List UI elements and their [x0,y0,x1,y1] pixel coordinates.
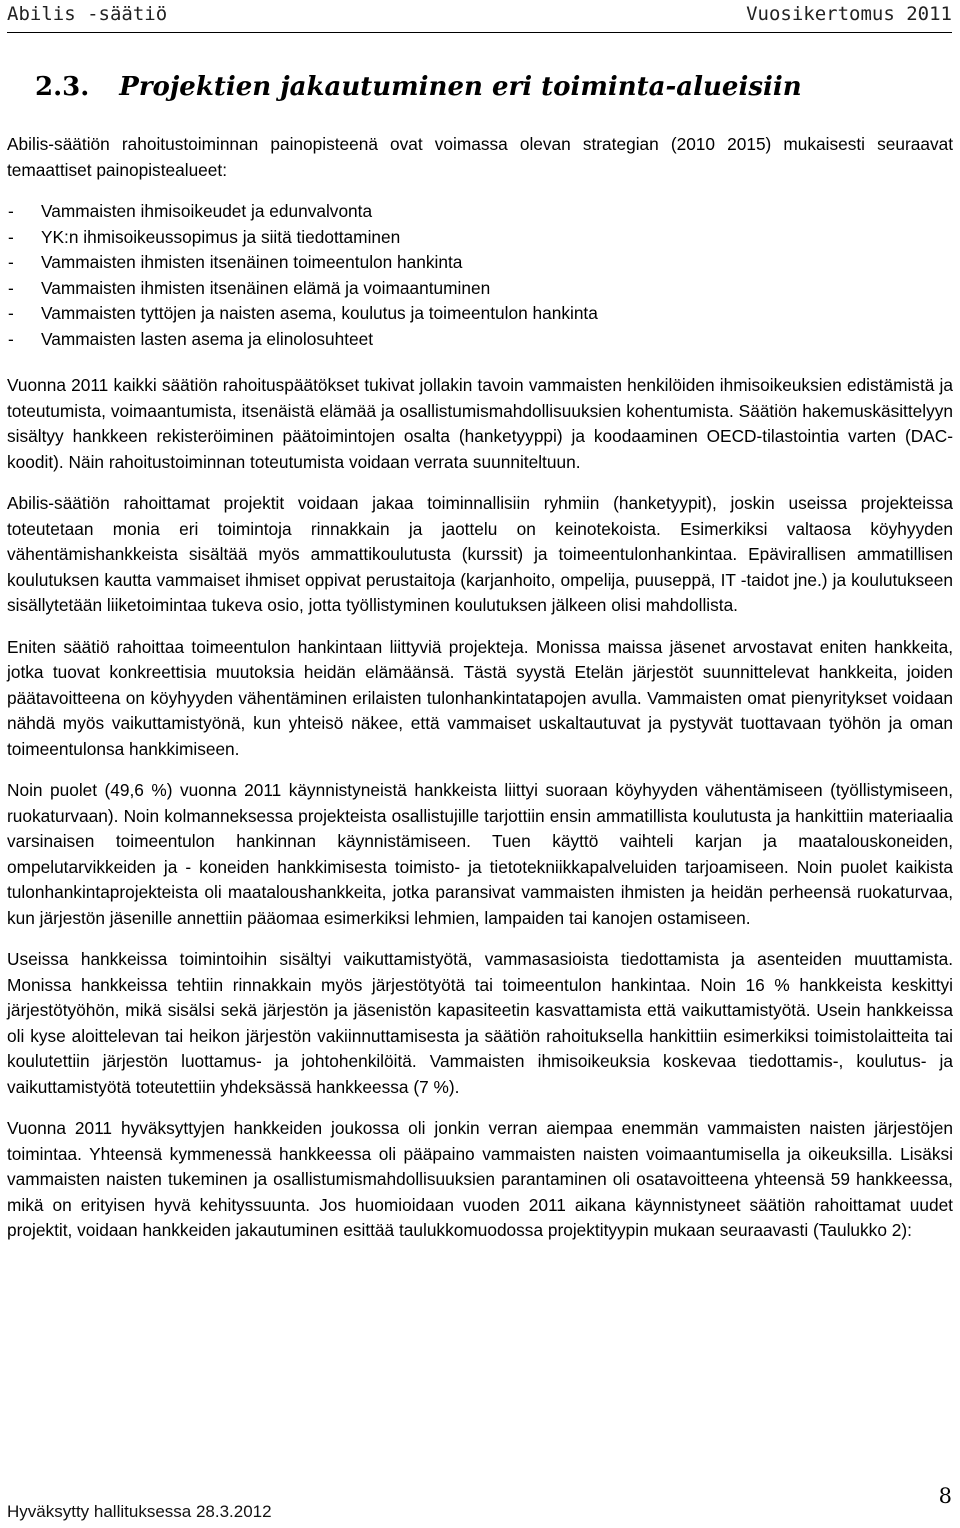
focus-area-item: - YK:n ihmisoikeussopimus ja siitä tiedottaminen [7,225,953,251]
page-header [7,0,952,33]
header-organization: Abilis -säätiö [7,3,168,25]
body-paragraph: Eniten säätiö rahoittaa toimeentulon hankintaan liittyviä projekteja. Monissa maissa jäsenet arvostavat eniten hankkeita, jotka tuovat konkreettisia muutoksia heidän elämäänsä. Tästä syystä Etelän järjestöt suunnittelevat hankkeita, joiden päätavoitteena on köyhyyden vähentäminen erilaisten tulonhankintatapojen avulla. Vammaisten omat pienyritykset voidaan nähdä myös vaikuttamistyönä, kun yhteisö näkee, että vammaiset uskaltautuvat ja pystyvät tuottavaan työhön ja oman toimeentulonsa hankkimiseen. [7,636,953,759]
focus-area-text: Vammaisten tyttöjen ja naisten asema, koulutus ja toimeentulon hankinta [41,303,598,323]
section-heading [35,64,802,110]
body-paragraph: Useissa hankkeissa toimintoihin sisältyi vaikuttamistyötä, vammasasioista tiedottamista ja asenteiden muuttamista. Monissa hankkeissa tehtiin rinnakkain myös järjestötyötä tai toimeentulon hankintaa. Noin 16 % hankkeista keskittyi järjestötyöhön, mikä sisälsi sekä järjestön ja jäsenistön kapasiteetin kasvattamista että vaikuttamistyötä. Usein hankkeissa oli kyse aloittelevan tai heikon järjestön vakiinnuttamisesta ja säätiön rahoituksella hankittiin esimerkiksi toimistolaitteita tai koulutettiin järjestön luottamus- ja johtohenkilöitä. Vammaisten ihmisoikeuksia koskevaa tiedottamis-, koulutus- ja vaikuttamistyötä toteutettiin yhdeksässä hankkeessa (7 %). [7,949,953,1097]
focus-area-item: - Vammaisten ihmisoikeudet ja edunvalvonta [7,199,953,225]
focus-area-text: Vammaisten lasten asema ja elinolosuhteet [41,328,374,349]
focus-area-item: - Vammaisten lasten asema ja elinolosuhteet [7,327,953,353]
focus-area-item: - Vammaisten ihmisten itsenäinen toimeentulon hankinta [7,250,953,276]
section-number: 2.3. [35,72,90,102]
body-paragraph: Abilis-säätiön rahoittamat projektit voidaan jakaa toiminnallisiin ryhmiin (hanketyypit), joskin useissa projekteissa toteutetaan monia eri toimintoja rinnakkain ja jaottelu on keinotekoista. Esimerkiksi valtaosa köyhyyden vähentämishankkeista sisältää myös ammattikoulutusta (kurssit) ja toimeentulonhankintaa. Epävirallisen ammatillisen koulutuksen kautta vammaiset ihmiset oppivat perustaitoja (karjanhoito, ompelija, puuseppä, IT -taidot jne.) ja koulutukseen sisällytetään liiketoimintaa tukeva osio, jotta työllistyminen koulutuksen jälkeen olisi mahdollista. [7,493,953,615]
page-footer [7,1484,952,1523]
focus-area-text: YK:n ihmisoikeussopimus ja siitä tiedottaminen [41,226,401,247]
page-number: 8 [938,1484,952,1508]
section-title: Projektien jakautuminen eri toiminta-alueisiin [119,72,802,102]
focus-area-list [7,199,953,352]
body-paragraph: Noin puolet (49,6 %) vuonna 2011 käynnistyneistä hankkeista liittyi suoraan köyhyyden vähentämiseen (työllistymiseen, ruokaturvaan). Noin kolmanneksessa projekteista osallistujille tarjottiin ensin ammatillista koulutusta ja hankittiin materiaalia varsinaisen toimeentulon hankinnan käynnistämiseen. Tuen käyttö vaihteli karjan ja maatalouskoneiden, ompelutarvikkeiden ja - koneiden hankkimisesta toimisto- ja tietotekniikkapalveluiden tarjoamiseen. Noin puolet kaikista tulonhankintaprojekteista oli maataloushankkeita, jotka paransivat vammaisten ihmisten ja heidän perheensä ruokaturvaa, kun järjestön jäsenille annettiin pääomaa esimerkiksi lehmien, lampaiden tai kanojen ostamiseen. [7,780,953,928]
focus-area-text: Vammaisten ihmisten itsenäinen toimeentulon hankinta [41,252,463,272]
focus-area-text: Vammaisten ihmisoikeudet ja edunvalvonta [41,201,373,221]
document-body [7,132,953,1260]
focus-area-item: - Vammaisten ihmisten itsenäinen elämä ja voimaantuminen [7,276,953,302]
focus-area-item: - Vammaisten tyttöjen ja naisten asema, koulutus ja toimeentulon hankinta [7,301,953,327]
body-paragraph: Vuonna 2011 kaikki säätiön rahoituspäätökset tukivat jollakin tavoin vammaisten henkilöiden ihmisoikeuksien edistämistä ja toteutumista, voimaantumista, itsenäistä elämää ja osallistumismahdollisuuksien kohentumista. Säätiön hakemuskäsittelyyn sisältyy hankkeen rekisteröiminen päätoimintojen osalta (hanketyyppi) ja koodaaminen OECD-tilastointia varten (DAC-koodit). Näin rahoitustoiminnan toteutumista voidaan verrata suunniteltuun. [7,375,953,472]
header-report-title: Vuosikertomus 2011 [746,3,952,25]
body-paragraph: Vuonna 2011 hyväksyttyjen hankkeiden joukossa oli jonkin verran aiempaa enemmän vammaisten naisten järjestöjen toimintaa. Yhteensä kymmenessä hankkeessa oli pääpaino vammaisten naisten voimaantumisella ja oikeuksilla. Lisäksi vammaisten naisten tukeminen ja osallistumismahdollisuuksien parantaminen oli osatavoitteena yhteensä 59 hankkeessa, mikä on erityisen hyvä kehityssuunta. Jos huomioidaan vuoden 2011 aikana käynnistyneet säätiön rahoittamat uudet projektit, voidaan hankkeiden jakautuminen esittää taulukkomuodossa projektityypin mukaan seuraavasti (Taulukko 2): [7,1118,953,1240]
focus-area-text: Vammaisten ihmisten itsenäinen elämä ja voimaantuminen [41,277,491,298]
approval-note: Hyväksytty hallituksessa 28.3.2012 [7,1502,272,1521]
intro-paragraph: Abilis-säätiön rahoitustoiminnan painopisteenä ovat voimassa olevan strategian (2010 2015) mukaisesti seuraavat temaattiset painopistealueet: [7,134,953,180]
